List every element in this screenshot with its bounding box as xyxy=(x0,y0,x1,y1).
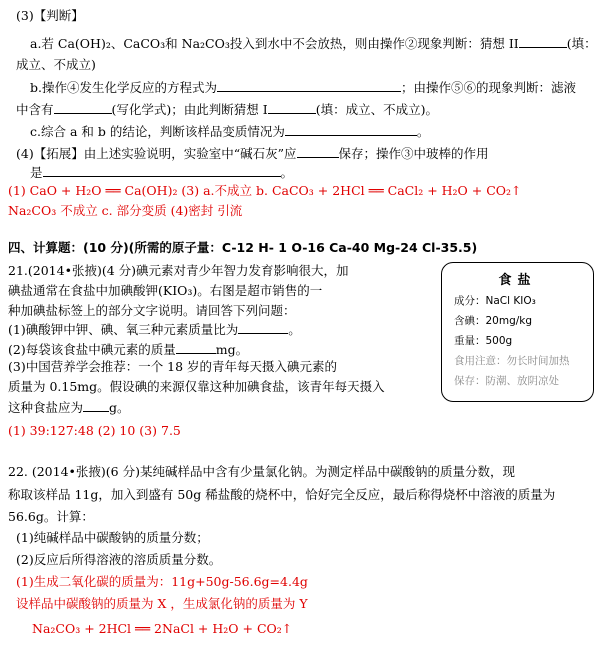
part4-line2 xyxy=(30,164,293,181)
q22-answer3: Na₂CO₃ + 2HCl ══ 2NaCl + H₂O + CO₂↑ xyxy=(32,621,293,636)
blank-glass-rod[interactable] xyxy=(43,164,281,177)
salt-label-storage: 保存：防潮、放阴凉处 xyxy=(454,375,559,387)
part3-b2-mid: (写化学式)；由此判断猜想 I xyxy=(111,102,268,117)
part3-b2-start: 中含有 xyxy=(16,102,54,117)
q21-q2-end: mg。 xyxy=(215,342,249,357)
blank-c[interactable] xyxy=(285,123,417,136)
blank-b-formula[interactable] xyxy=(54,101,112,114)
part3-b2-end: (填：成立、不成立)。 xyxy=(315,102,438,117)
q21-q3-text: 这种食盐应为 xyxy=(8,400,84,415)
part3-a-end: (填： xyxy=(566,36,597,51)
part3-b-end: ；由操作⑤⑥的现象判断：滤液 xyxy=(400,80,576,95)
blank-q21-1[interactable] xyxy=(238,321,288,334)
part3-b-start: b.操作④发生化学反应的方程式为 xyxy=(30,80,217,95)
part4-line2-end: 。 xyxy=(280,165,294,180)
part3-b-line1 xyxy=(30,79,576,96)
q22-q1: (1)纯碱样品中碳酸钠的质量分数； xyxy=(16,530,209,545)
salt-label-weight: 重量：500g xyxy=(454,335,513,347)
q22-answer2: 设样品中碳酸钠的质量为 X ，生成氯化钠的质量为 Y xyxy=(16,596,308,611)
part4-end: 保存；操作③中玻棒的作用 xyxy=(338,146,489,161)
part3-c-end: 。 xyxy=(416,124,430,139)
answer1-line2: Na₂CO₃ 不成立 c. 部分变质 (4)密封 引流 xyxy=(8,203,243,218)
q22-line3: 56.6g。计算： xyxy=(8,509,94,524)
section4-heading: 四、计算题：(10 分)(所需的原子量：C-12 H- 1 O-16 Ca-40 Mg-24 Cl-35.5) xyxy=(8,240,478,255)
q21-answer: (1) 39:127:48 (2) 10 (3) 7.5 xyxy=(8,423,181,438)
q21-q3-end: g。 xyxy=(109,400,130,415)
q21-q1-text: (1)碘酸钾中钾、碘、氧三种元素质量比为 xyxy=(8,322,239,337)
salt-label-usage: 食用注意：勿长时间加热 xyxy=(454,355,570,367)
q21-q1-end: 。 xyxy=(288,322,301,337)
part3-heading: (3)【判断】 xyxy=(16,8,84,23)
blank-q21-3[interactable] xyxy=(83,399,109,412)
q22-line2: 称取该样品 11g，加入到盛有 50g 稀盐酸的烧杯中，恰好完全反应，最后称得烧杯中溶液的质量为 xyxy=(8,487,556,502)
q22-line1: 22. (2014•张掖)(6 分)某纯碱样品中含有少量氯化钠。为测定样品中碳酸钠的质量分数，现 xyxy=(8,464,515,479)
answer1-line1: (1) CaO + H₂O ══ Ca(OH)₂ (3) a.不成立 b. CaCO₃ + 2HCl ══ CaCl₂ + H₂O + CO₂↑ xyxy=(8,183,522,198)
q21-line1: 21.(2014•张掖)(4 分)碘元素对青少年智力发育影响很大，加 xyxy=(8,263,349,278)
q21-q3-line2: 质量为 0.15mg。假设碘的来源仅靠这种加碘食盐，该青年每天摄入 xyxy=(8,379,385,394)
q21-q2-text: (2)每袋该食盐中碘元素的质量 xyxy=(8,342,176,357)
part3-a-line1 xyxy=(30,35,597,52)
salt-label-title: 食盐 xyxy=(498,273,537,288)
q21-q3-line1: (3)中国营养学会推荐：一个 18 岁的青年每天摄入碘元素的 xyxy=(8,359,338,374)
part3-c-line xyxy=(30,123,429,140)
salt-label xyxy=(441,262,594,402)
blank-storage[interactable] xyxy=(297,145,339,158)
part4-start: (4)【拓展】由上述实验说明，实验室中“碱石灰”应 xyxy=(16,146,297,161)
part4-line1 xyxy=(16,145,489,162)
q21-line3: 种加碘盐标签上的部分文字说明。请回答下列问题： xyxy=(8,303,296,318)
part4-line2-start: 是 xyxy=(30,165,43,180)
blank-b-hypothesis[interactable] xyxy=(268,101,316,114)
q21-q3-line3 xyxy=(8,399,130,416)
part3-a-text: a.若 Ca(OH)₂、CaCO₃和 Na₂CO₃投入到水中不会放热，则由操作②现象判断：猜想 II xyxy=(30,36,519,51)
part3-b-line2 xyxy=(16,101,438,118)
q22-q2: (2)反应后所得溶液的溶质质量分数。 xyxy=(16,552,222,567)
salt-label-ingredients: 成分：NaCl KIO₃ xyxy=(454,295,536,307)
blank-a[interactable] xyxy=(519,35,567,48)
blank-b-equation[interactable] xyxy=(217,79,401,92)
q21-q2 xyxy=(8,341,248,358)
q22-answer1: (1)生成二氧化碳的质量为：11g+50g-56.6g=4.4g xyxy=(16,574,308,589)
part3-c-start: c.综合 a 和 b 的结论，判断该样品变质情况为 xyxy=(30,124,285,139)
salt-label-iodine: 含碘：20mg/kg xyxy=(454,315,533,327)
blank-q21-2[interactable] xyxy=(176,341,216,354)
q21-line2: 碘盐通常在食盐中加碘酸钾(KIO₃)。右图是超市销售的一 xyxy=(8,283,323,298)
q21-q1 xyxy=(8,321,301,338)
part3-a-line2: 成立、不成立) xyxy=(16,57,96,72)
